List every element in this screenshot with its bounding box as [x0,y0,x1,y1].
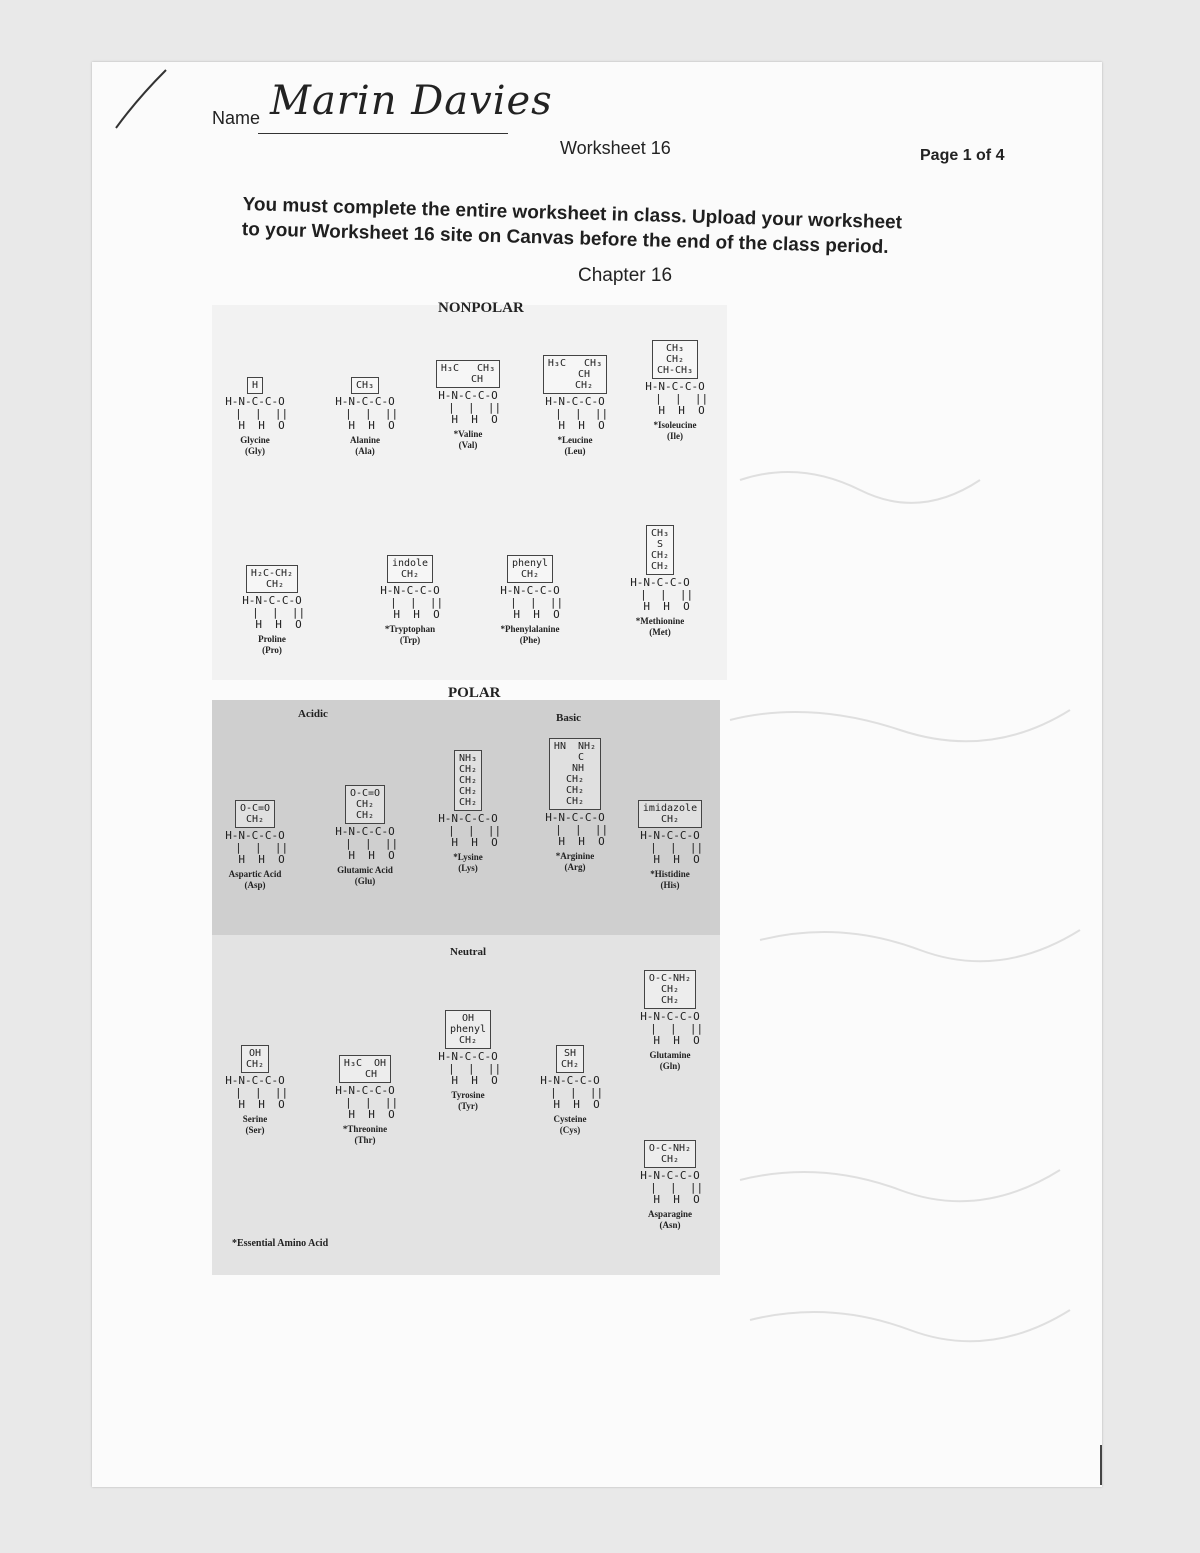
amino-acid-abbr: (His) [660,880,680,890]
amino-acid-abbr: (Phe) [519,635,541,645]
amino-acid-abbr: (Lys) [458,863,478,873]
side-chain: CH₃ S CH₂ CH₂ [646,525,674,575]
amino-acid-aspartic-acid [205,800,305,890]
backbone: H-N-C-C-O | | || H H O [225,829,289,866]
backbone: H-N-C-C-O | | || H H O [645,380,709,417]
backbone: H-N-C-C-O | | || H H O [640,829,704,866]
amino-acid-glycine [205,375,305,456]
amino-acid-abbr: (Asn) [659,1220,681,1230]
amino-acid-abbr: (Ile) [667,431,683,441]
side-chain: O-C=O CH₂ CH₂ [345,785,385,824]
amino-acid-leucine [525,355,625,456]
amino-acid-tryptophan [360,555,460,645]
side-chain: H₂C-CH₂ CH₂ [246,565,298,593]
amino-acid-abbr: (Thr) [354,1135,376,1145]
amino-acid-name: Serine [242,1114,268,1124]
backbone: H-N-C-C-O | | || H H O [380,584,444,621]
amino-acid-proline [222,565,322,655]
amino-acid-abbr: (Val) [458,440,478,450]
amino-acid-name: *Phenylalanine [500,624,560,634]
amino-acid-abbr: (Trp) [399,635,421,645]
backbone: H-N-C-C-O | | || H H O [335,395,399,432]
page-edge-mark [1100,1445,1102,1485]
side-chain: CH₃ CH₂ CH-CH₃ [652,340,698,379]
backbone: H-N-C-C-O | | || H H O [438,1050,502,1087]
amino-acid-lysine [418,750,518,873]
worksheet-title: Worksheet 16 [560,138,671,158]
side-chain: H₃C OH CH [339,1055,391,1083]
amino-acid-abbr: (Arg) [564,862,586,872]
amino-acid-name: *Lysine [453,852,483,862]
amino-acid-name: Aspartic Acid [228,869,282,879]
backbone: H-N-C-C-O | | || H H O [438,389,502,426]
acidic-heading: Acidic [298,708,328,720]
amino-acid-name: *Threonine [342,1124,388,1134]
side-chain: phenyl CH₂ [507,555,553,583]
amino-acid-name: *Methionine [635,616,685,626]
amino-acid-name: Proline [258,634,286,644]
amino-acid-abbr: (Leu) [564,446,586,456]
amino-acid-abbr: (Gln) [659,1061,681,1071]
amino-acid-name: *Tryptophan [384,624,436,634]
amino-acid-glutamine [620,970,720,1071]
amino-acid-glutamic-acid [315,785,415,886]
backbone: H-N-C-C-O | | || H H O [630,576,694,613]
backbone: H-N-C-C-O | | || H H O [545,811,609,848]
amino-acid-abbr: (Tyr) [458,1101,478,1111]
side-chain: O-C=O CH₂ [235,800,275,828]
amino-acid-alanine [315,375,415,456]
side-chain: imidazole CH₂ [638,800,702,828]
amino-acid-tyrosine [418,1010,518,1111]
side-chain: NH₃ CH₂ CH₂ CH₂ CH₂ [454,750,482,811]
side-chain: H₃C CH₃ CH [436,360,500,388]
neutral-heading: Neutral [450,946,487,958]
side-chain: H [247,377,263,394]
instructions: You must complete the entire worksheet in class. Upload your worksheet to your Worksheet 16 site on Canvas before the end of the class period. [241,193,903,259]
amino-acid-name: Glycine [240,435,270,445]
amino-acid-name: Tyrosine [451,1090,485,1100]
chapter-title: Chapter 16 [578,265,673,286]
amino-acid-asparagine [620,1140,720,1230]
backbone: H-N-C-C-O | | || H H O [438,812,502,849]
amino-acid-name: *Histidine [650,869,690,879]
amino-acid-name: Glutamic Acid [337,865,393,875]
amino-acid-abbr: (Met) [649,627,671,637]
backbone: H-N-C-C-O | | || H H O [225,395,289,432]
amino-acid-abbr: (Asp) [244,880,266,890]
side-chain: OH phenyl CH₂ [445,1010,491,1049]
amino-acid-threonine [315,1055,415,1145]
amino-acid-arginine [525,738,625,872]
amino-acid-name: Asparagine [647,1209,692,1219]
amino-acid-abbr: (Cys) [559,1125,581,1135]
amino-acid-name: Glutamine [649,1050,691,1060]
basic-heading: Basic [556,712,582,724]
side-chain: SH CH₂ [556,1045,584,1073]
backbone: H-N-C-C-O | | || H H O [540,1074,604,1111]
polar-heading: POLAR [448,685,501,701]
nonpolar-heading: NONPOLAR [438,300,524,316]
pen-mark-icon [112,66,170,132]
bleed-through-marks [720,420,1100,1480]
amino-acid-name: *Valine [453,429,483,439]
amino-acid-methionine [610,525,710,637]
page-number: Page 1 of 4 [920,147,1005,164]
backbone: H-N-C-C-O | | || H H O [640,1010,704,1047]
amino-acid-phenylalanine [480,555,580,645]
amino-acid-abbr: (Glu) [354,876,376,886]
backbone: H-N-C-C-O | | || H H O [335,1084,399,1121]
amino-acid-cysteine [520,1045,620,1135]
student-name-handwritten: Marin Davies [270,78,553,124]
amino-acid-isoleucine [625,340,725,441]
side-chain: HN NH₂ C NH CH₂ CH₂ CH₂ [549,738,601,810]
amino-acid-histidine [620,800,720,890]
side-chain: O-C-NH₂ CH₂ CH₂ [644,970,696,1009]
side-chain: CH₃ [351,377,379,394]
amino-acid-name: *Arginine [555,851,595,861]
name-underline [258,133,508,134]
side-chain: O-C-NH₂ CH₂ [644,1140,696,1168]
amino-acid-abbr: (Ser) [245,1125,265,1135]
backbone: H-N-C-C-O | | || H H O [500,584,564,621]
amino-acid-name: *Leucine [557,435,593,445]
amino-acid-serine [205,1045,305,1135]
backbone: H-N-C-C-O | | || H H O [545,395,609,432]
amino-acid-name: Cysteine [553,1114,587,1124]
side-chain: indole CH₂ [387,555,433,583]
essential-amino-acid-footnote: *Essential Amino Acid [232,1238,329,1249]
backbone: H-N-C-C-O | | || H H O [335,825,399,862]
backbone: H-N-C-C-O | | || H H O [640,1169,704,1206]
amino-acid-valine [418,360,518,450]
amino-acid-abbr: (Ala) [355,446,375,456]
amino-acid-name: *Isoleucine [653,420,697,430]
backbone: H-N-C-C-O | | || H H O [225,1074,289,1111]
name-label: Name [212,108,261,128]
side-chain: H₃C CH₃ CH CH₂ [543,355,607,394]
amino-acid-name: Alanine [349,435,380,445]
amino-acid-abbr: (Pro) [262,645,282,655]
amino-acid-abbr: (Gly) [245,446,265,456]
side-chain: OH CH₂ [241,1045,269,1073]
backbone: H-N-C-C-O | | || H H O [242,594,306,631]
